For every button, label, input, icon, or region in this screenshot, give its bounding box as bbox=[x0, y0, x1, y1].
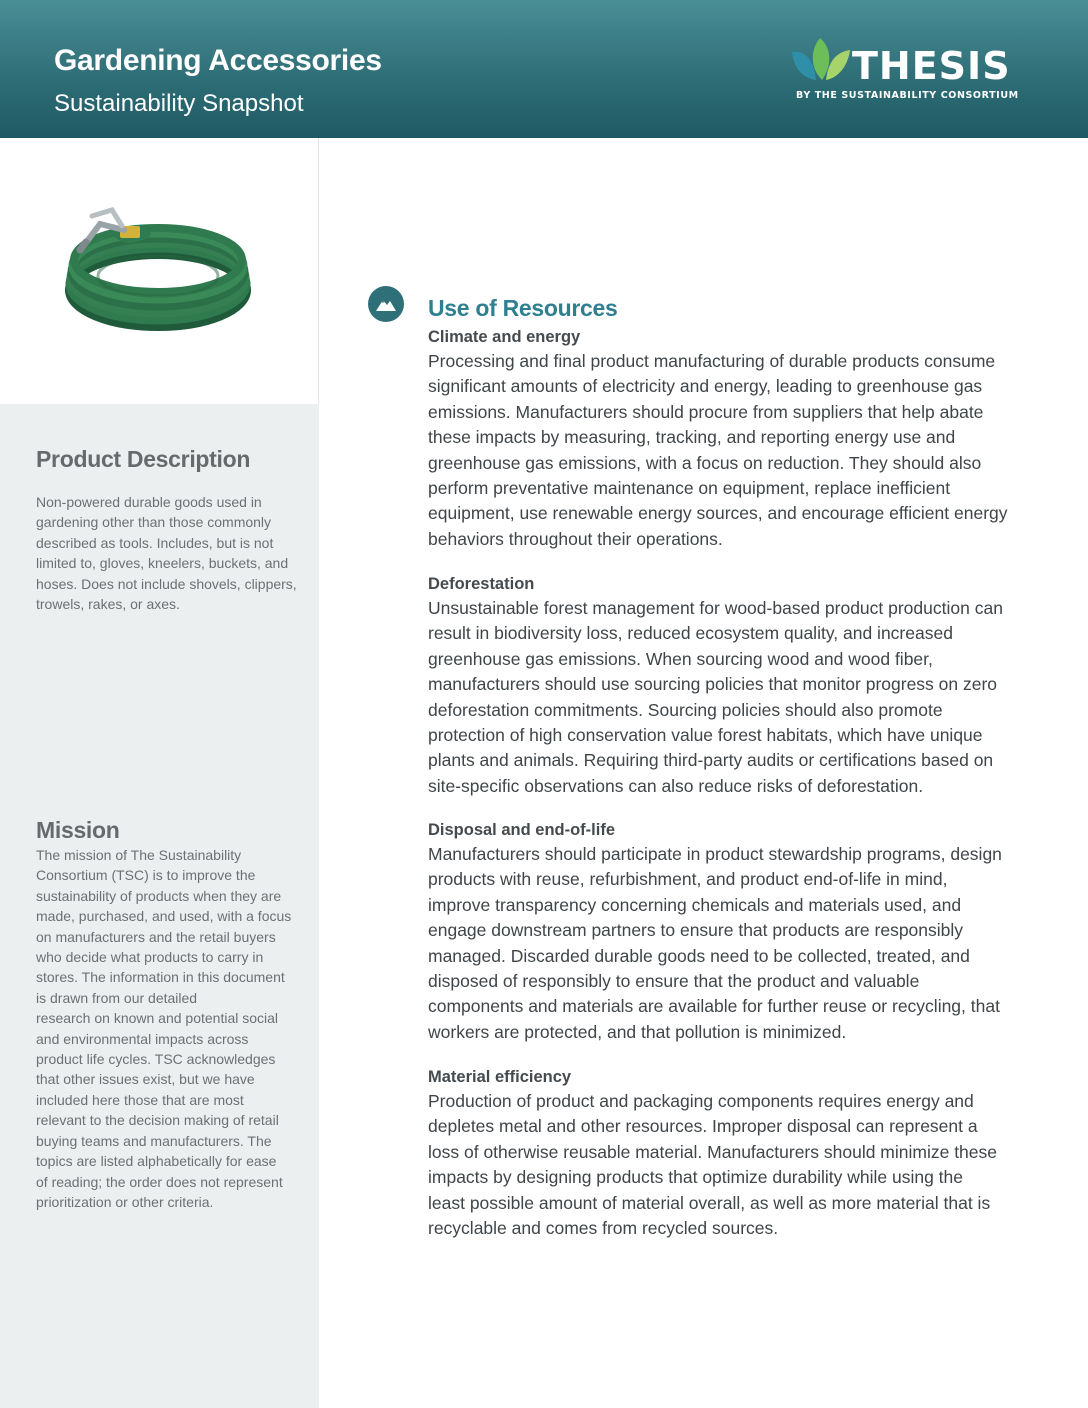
product-image-panel bbox=[0, 138, 318, 404]
text-line: buying teams and manufacturers. The bbox=[36, 1132, 272, 1149]
thesis-logo bbox=[790, 36, 1030, 106]
text-line: research on known and potential social bbox=[36, 1010, 279, 1027]
text-line: Production of product and packaging components requires energy and bbox=[428, 1091, 974, 1111]
topic-title: Disposal and end-of-life bbox=[428, 821, 616, 839]
text-line: stores. The information in this document bbox=[36, 969, 285, 986]
text-line: plants and animals. Requiring third-party audits or certifications based on bbox=[428, 750, 994, 771]
text-line: disposed of responsibly to ensure that the product and valuable bbox=[428, 971, 920, 992]
topic-climate-energy bbox=[428, 325, 1028, 552]
text-line: recyclable and comes from recycled sources. bbox=[428, 1218, 779, 1239]
text-line: these impacts by measuring, tracking, and reporting energy use and bbox=[428, 427, 956, 448]
text-line: of reading; the order does not represent bbox=[36, 1173, 283, 1190]
text-line: Consortium (TSC) is to improve the bbox=[36, 867, 256, 884]
text-line: hoses. Does not include shovels, clippers, bbox=[36, 575, 297, 592]
text-line: greenhouse gas emissions, with a focus on reduction. They should also bbox=[428, 452, 982, 473]
page-subtitle: Sustainability Snapshot bbox=[54, 90, 304, 117]
text-line: improve transparency concerning chemicals and materials used, and bbox=[428, 894, 962, 915]
topic-body bbox=[428, 349, 1028, 552]
text-line: products with reuse, refurbishment, and product end-of-life in mind, bbox=[428, 869, 948, 890]
text-line: equipment, use renewable energy sources, and encourage efficient energy bbox=[428, 503, 1008, 524]
topic-title: Deforestation bbox=[428, 575, 535, 593]
text-line: trowels, rakes, or axes. bbox=[36, 596, 180, 613]
logo-wordmark: THESIS bbox=[852, 44, 1011, 88]
section-icon-badge bbox=[368, 286, 404, 322]
mission-text bbox=[36, 845, 306, 1212]
garden-hose-image bbox=[0, 138, 318, 404]
text-line: Manufacturers should participate in product stewardship programs, design bbox=[428, 844, 1002, 864]
text-line: impacts by designing products that optimize durability while using the bbox=[428, 1167, 964, 1188]
text-line: limited to, gloves, kneelers, buckets, and bbox=[36, 555, 289, 572]
text-line: that other issues exist, but we have bbox=[36, 1071, 255, 1088]
text-line: product life cycles. TSC acknowledges bbox=[36, 1051, 276, 1068]
topic-body bbox=[428, 842, 1028, 1045]
topic-body bbox=[428, 596, 1028, 799]
panel-divider bbox=[318, 138, 319, 404]
text-line: workers are protected, and that pollution is minimized. bbox=[428, 1021, 847, 1042]
text-line: is drawn from our detailed bbox=[36, 989, 198, 1006]
text-line: sustainability of products when they are bbox=[36, 887, 282, 904]
product-description-heading: Product Description bbox=[36, 446, 251, 472]
text-line: The mission of The Sustainability bbox=[36, 847, 242, 863]
mission-heading: Mission bbox=[36, 817, 120, 843]
text-line: components and materials are available for further reuse or recycling, that bbox=[428, 996, 1000, 1017]
text-line: managed. Discarded durable goods need to be collected, treated, and bbox=[428, 945, 970, 966]
leaf-logo-icon bbox=[790, 36, 852, 86]
section-heading: Use of Resources bbox=[428, 295, 618, 321]
text-line: result in biodiversity loss, reduced ecosystem quality, and increased bbox=[428, 623, 953, 644]
text-line: gardening other than those commonly bbox=[36, 514, 272, 531]
text-line: engage downstream partners to ensure that products are responsibly bbox=[428, 920, 964, 941]
text-line: relevant to the decision making of retail bbox=[36, 1112, 279, 1129]
text-line: perform preventative maintenance on equipment, replace inefficient bbox=[428, 478, 951, 499]
topic-title: Material efficiency bbox=[428, 1068, 572, 1086]
text-line: depletes metal and other resources. Improper disposal can represent a bbox=[428, 1116, 978, 1137]
text-line: emissions. Manufacturers should procure from suppliers that help abate bbox=[428, 401, 984, 422]
text-line: least possible amount of material overall, as well as more material that is bbox=[428, 1192, 991, 1213]
product-description-text bbox=[36, 492, 306, 614]
text-line: site-specific observations can also reduce risks of deforestation. bbox=[428, 775, 924, 796]
topic-disposal-end-of-life bbox=[428, 818, 1028, 1045]
text-line: prioritization or other criteria. bbox=[36, 1193, 214, 1210]
text-line: who decide what products to carry in bbox=[36, 949, 264, 966]
text-line: made, purchased, and used, with a focus bbox=[36, 908, 292, 925]
text-line: included here those that are most bbox=[36, 1091, 244, 1108]
text-line: Non-powered durable goods used in bbox=[36, 494, 262, 510]
text-line: topics are listed alphabetically for ease bbox=[36, 1153, 277, 1170]
text-line: protection of high conservation value forest habitats, which have unique bbox=[428, 725, 983, 746]
text-line: Processing and final product manufacturing of durable products consume bbox=[428, 351, 996, 371]
text-line: Unsustainable forest management for wood-based product production can bbox=[428, 598, 1003, 618]
text-line: significant amounts of electricity and energy, leading to greenhouse gas bbox=[428, 376, 983, 397]
text-line: loss of otherwise reusable material. Manufacturers should minimize these bbox=[428, 1141, 998, 1162]
text-line: described as tools. Includes, but is not bbox=[36, 534, 274, 551]
topic-body bbox=[428, 1089, 1028, 1241]
topic-material-efficiency bbox=[428, 1065, 1028, 1241]
text-line: on manufacturers and the retail buyers bbox=[36, 928, 276, 945]
topic-title: Climate and energy bbox=[428, 328, 581, 346]
page-title: Gardening Accessories bbox=[54, 44, 382, 77]
topic-deforestation bbox=[428, 572, 1028, 799]
page-header bbox=[0, 0, 1088, 138]
mountain-icon bbox=[368, 286, 404, 322]
text-line: manufacturers should use sourcing policies that monitor progress on zero bbox=[428, 674, 998, 695]
text-line: greenhouse gas emissions. When sourcing wood and wood fiber, bbox=[428, 648, 933, 669]
text-line: behaviors throughout their operations. bbox=[428, 528, 723, 549]
text-line: deforestation commitments. Sourcing policies should also promote bbox=[428, 699, 943, 720]
logo-byline: BY THE SUSTAINABILITY CONSORTIUM bbox=[796, 90, 1019, 101]
text-line: and environmental impacts across bbox=[36, 1030, 249, 1047]
